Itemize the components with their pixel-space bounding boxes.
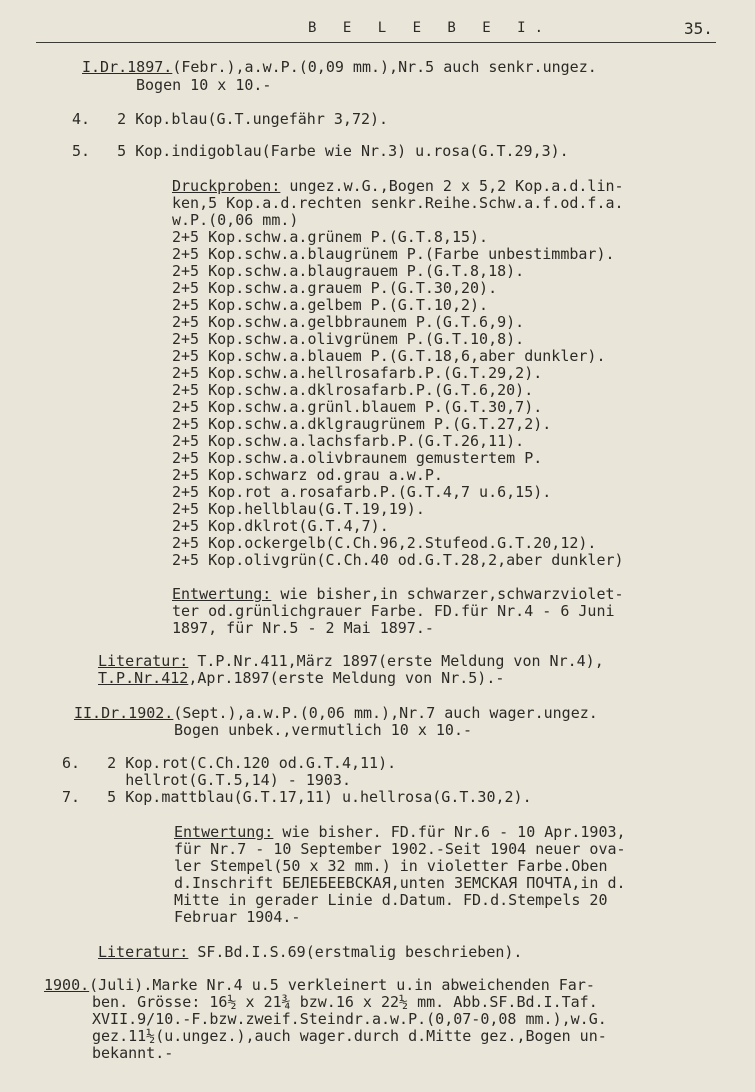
text-line bbox=[62, 754, 396, 772]
header-rule bbox=[36, 42, 716, 43]
text-line bbox=[172, 364, 542, 382]
line-text: T.P.Nr.411,März 1897(erste Meldung von Nr.4), bbox=[188, 652, 604, 670]
line-text: ler Stempel(50 x 32 mm.) in violetter Farbe.Oben bbox=[174, 857, 608, 875]
text-line bbox=[136, 76, 271, 94]
text-line bbox=[172, 449, 542, 467]
line-text: w.P.(0,06 mm.) bbox=[172, 211, 299, 229]
underlined-label: Entwertung: bbox=[174, 823, 274, 841]
text-line bbox=[172, 381, 533, 399]
line-text: 5. 5 Kop.indigoblau(Farbe wie Nr.3) u.rosa(G.T.29,3). bbox=[72, 142, 569, 160]
underlined-label: Literatur: bbox=[98, 652, 189, 670]
text-line bbox=[98, 652, 604, 670]
text-line bbox=[172, 279, 497, 297]
line-text: 2+5 Kop.schw.a.olivbraunem gemustertem P. bbox=[172, 449, 543, 467]
text-line bbox=[172, 432, 524, 450]
line-text: (Sept.),a.w.P.(0,06 mm.),Nr.7 auch wager.ungez. bbox=[173, 704, 598, 722]
line-text: 1897, für Nr.5 - 2 Mai 1897.- bbox=[172, 619, 434, 637]
text-line bbox=[172, 551, 624, 569]
text-line bbox=[172, 330, 524, 348]
line-text: SF.Bd.I.S.69(erstmalig beschrieben). bbox=[188, 943, 523, 961]
line-text: 2+5 Kop.schw.a.dklrosafarb.P.(G.T.6,20). bbox=[172, 381, 534, 399]
line-text: 2+5 Kop.schw.a.blaugrünem P.(Farbe unbestimmbar). bbox=[172, 245, 615, 263]
text-line bbox=[82, 58, 597, 76]
text-line bbox=[172, 500, 425, 518]
line-text: 6. 2 Kop.rot(C.Ch.120 od.G.T.4,11). bbox=[62, 754, 397, 772]
text-line bbox=[44, 976, 595, 994]
text-line bbox=[98, 943, 522, 961]
text-line bbox=[92, 1044, 173, 1062]
line-text: 2+5 Kop.schw.a.grünl.blauem P.(G.T.30,7). bbox=[172, 398, 543, 416]
text-line bbox=[174, 874, 626, 892]
line-text: 2+5 Kop.schw.a.gelbem P.(G.T.10,2). bbox=[172, 296, 489, 314]
line-text: 2+5 Kop.hellblau(G.T.19,19). bbox=[172, 500, 425, 518]
page-number: 35. bbox=[684, 19, 713, 38]
text-line bbox=[172, 194, 624, 212]
line-text: d.Inschrift БЕЛЕБЕЕВСКАЯ,unten ЗЕМСКАЯ ПОЧТА,in d. bbox=[174, 874, 626, 892]
text-line bbox=[62, 788, 532, 806]
line-text: 2+5 Kop.schwarz od.grau a.w.P. bbox=[172, 466, 443, 484]
line-text: 7. 5 Kop.mattblau(G.T.17,11) u.hellrosa(G.T.30,2). bbox=[62, 788, 532, 806]
text-line bbox=[172, 245, 615, 263]
line-text: ter od.grünlichgrauer Farbe. FD.für Nr.4 - 6 Juni bbox=[172, 602, 615, 620]
line-text: 2+5 Kop.schw.a.grünem P.(G.T.8,15). bbox=[172, 228, 489, 246]
line-text: ,Apr.1897(erste Meldung von Nr.5).- bbox=[188, 669, 505, 687]
text-line bbox=[172, 415, 551, 433]
underlined-label: Entwertung: bbox=[172, 585, 272, 603]
text-line bbox=[172, 619, 434, 637]
text-line bbox=[74, 704, 598, 722]
underlined-label: 1900. bbox=[44, 976, 90, 994]
line-text: Bogen unbek.,vermutlich 10 x 10.- bbox=[174, 721, 473, 739]
line-text: 2+5 Kop.dklrot(G.T.4,7). bbox=[172, 517, 389, 535]
text-line bbox=[72, 110, 388, 128]
line-text: ben. Grösse: 16½ x 21¾ bzw.16 x 22½ mm. Abb.SF.Bd.I.Taf. bbox=[92, 993, 598, 1011]
text-line bbox=[174, 891, 607, 909]
underlined-label: Druckproben: bbox=[172, 177, 281, 195]
text-line bbox=[92, 1010, 607, 1028]
line-text: wie bisher. FD.für Nr.6 - 10 Apr.1903, bbox=[273, 823, 626, 841]
text-line bbox=[172, 211, 298, 229]
text-line bbox=[172, 296, 488, 314]
line-text: hellrot(G.T.5,14) - 1903. bbox=[62, 771, 351, 789]
text-line bbox=[172, 228, 488, 246]
text-line bbox=[92, 993, 598, 1011]
page-header-title: B E L E B E I. bbox=[308, 20, 553, 36]
text-line bbox=[172, 483, 551, 501]
text-line bbox=[174, 840, 626, 858]
line-text: XVII.9/10.-F.bzw.zweif.Steindr.a.w.P.(0,07-0,08 mm.),w.G. bbox=[92, 1010, 607, 1028]
line-text: 2+5 Kop.schw.a.hellrosafarb.P.(G.T.29,2). bbox=[172, 364, 543, 382]
text-line bbox=[172, 347, 605, 365]
line-text: ken,5 Kop.a.d.rechten senkr.Reihe.Schw.a.f.od.f.a. bbox=[172, 194, 624, 212]
text-line bbox=[174, 721, 472, 739]
line-text: gez.11½(u.ungez.),auch wager.durch d.Mitte gez.,Bogen un- bbox=[92, 1027, 607, 1045]
line-text: bekannt.- bbox=[92, 1044, 174, 1062]
line-text: 2+5 Kop.schw.a.blaugrauem P.(G.T.8,18). bbox=[172, 262, 525, 280]
text-line bbox=[172, 262, 524, 280]
line-text: 2+5 Kop.schw.a.blauem P.(G.T.18,6,aber dunkler). bbox=[172, 347, 606, 365]
text-line bbox=[174, 857, 607, 875]
underlined-label: Literatur: bbox=[98, 943, 189, 961]
text-line bbox=[98, 669, 504, 687]
line-text: 4. 2 Kop.blau(G.T.ungefähr 3,72). bbox=[72, 110, 389, 128]
text-line bbox=[172, 585, 624, 603]
line-text: 2+5 Kop.rot a.rosafarb.P.(G.T.4,7 u.6,15). bbox=[172, 483, 552, 501]
text-line bbox=[174, 908, 300, 926]
text-line bbox=[72, 142, 569, 160]
text-line bbox=[172, 398, 542, 416]
line-text: (Juli).Marke Nr.4 u.5 verkleinert u.in abweichenden Far- bbox=[89, 976, 595, 994]
text-line bbox=[174, 823, 626, 841]
text-line bbox=[92, 1027, 607, 1045]
underlined-label: I.Dr.1897. bbox=[82, 58, 173, 76]
underlined-label: II.Dr.1902. bbox=[74, 704, 174, 722]
text-line bbox=[62, 771, 351, 789]
text-line bbox=[172, 602, 615, 620]
line-text: Mitte in gerader Linie d.Datum. FD.d.Stempels 20 bbox=[174, 891, 608, 909]
line-text: 2+5 Kop.schw.a.olivgrünem P.(G.T.10,8). bbox=[172, 330, 525, 348]
line-text: wie bisher,in schwarzer,schwarzviolet- bbox=[271, 585, 624, 603]
line-text: 2+5 Kop.schw.a.grauem P.(G.T.30,20). bbox=[172, 279, 498, 297]
line-text: 2+5 Kop.olivgrün(C.Ch.40 od.G.T.28,2,aber dunkler) bbox=[172, 551, 624, 569]
line-text: ungez.w.G.,Bogen 2 x 5,2 Kop.a.d.lin- bbox=[280, 177, 624, 195]
text-line bbox=[172, 466, 443, 484]
text-line bbox=[172, 534, 596, 552]
underlined-label: T.P.Nr.412 bbox=[98, 669, 189, 687]
text-line bbox=[172, 177, 624, 195]
line-text: für Nr.7 - 10 September 1902.-Seit 1904 neuer ova- bbox=[174, 840, 626, 858]
text-line bbox=[172, 517, 389, 535]
line-text: 2+5 Kop.schw.a.lachsfarb.P.(G.T.26,11). bbox=[172, 432, 525, 450]
line-text: 2+5 Kop.schw.a.dklgraugrünem P.(G.T.27,2). bbox=[172, 415, 552, 433]
line-text: Februar 1904.- bbox=[174, 908, 301, 926]
text-line bbox=[172, 313, 524, 331]
line-text: 2+5 Kop.schw.a.gelbbraunem P.(G.T.6,9). bbox=[172, 313, 525, 331]
line-text: 2+5 Kop.ockergelb(C.Ch.96,2.Stufeod.G.T.20,12). bbox=[172, 534, 597, 552]
line-text: Bogen 10 x 10.- bbox=[136, 76, 272, 94]
line-text: (Febr.),a.w.P.(0,09 mm.),Nr.5 auch senkr.ungez. bbox=[172, 58, 597, 76]
